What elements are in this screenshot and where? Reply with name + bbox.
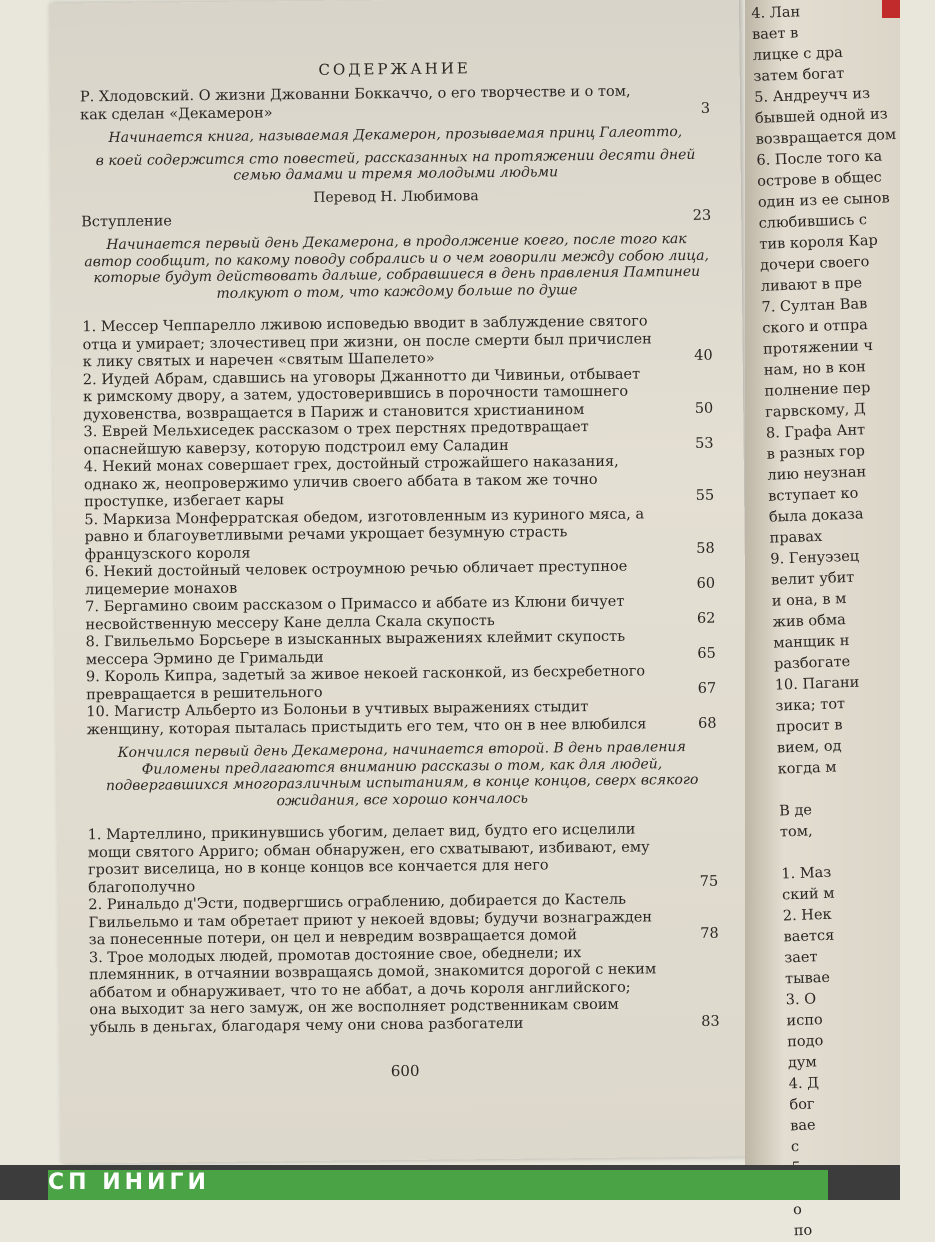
right-page-line: тив короля Кар: [759, 232, 879, 253]
right-page-line: просит в: [775, 717, 843, 736]
toc-entry-text: 5. Маркиза Монферратская обедом, изготовленным из куриного мяса, а равно и благоуветливыми речами укрощает безумную страсть французского короля: [84, 505, 645, 563]
right-page-line: 2. Нек: [782, 906, 832, 925]
right-page-line: вает в: [751, 25, 799, 43]
right-page-line: полнение пер: [764, 380, 871, 400]
day2-intro: Кончился первый день Декамерона, начинается второй. В день правления Филомены предлагаются вниманию рассказы о том, как для людей, подвергавшихся многоразличным испытаниям, в конце концов, сверх всякого ожидания, все хорошо кончалось: [105, 739, 699, 809]
right-page-line: возвращается дом: [755, 127, 897, 148]
right-page-line: по: [793, 1222, 813, 1240]
toc-entry-page: 3: [700, 100, 711, 117]
right-page-line: испо: [786, 1012, 823, 1030]
right-page-line: 7. Султан Вав: [761, 296, 868, 316]
page-number: 600: [390, 1061, 420, 1081]
toc-entry-text: 10. Магистр Альберто из Болоньи в учтивых выражениях стыдит женщину, которая пыталась пристыдить его тем, что он в нее влюбился: [86, 699, 647, 738]
toc-entry-page: 78: [700, 925, 719, 942]
toc-entry-text: Р. Хлодовский. О жизни Джованни Боккаччо, о его творчестве и о том, как сделан «Декамерон»: [79, 83, 631, 123]
toc-entry-text: Вступление: [81, 212, 173, 230]
toc-entry: [83, 365, 714, 424]
toc-entry-page: 75: [699, 873, 719, 890]
right-page-line: ского и отпра: [762, 317, 869, 337]
right-page-line: ливают в пре: [760, 275, 863, 295]
book-edge-marker: [882, 0, 900, 18]
toc-entry-page: 50: [694, 400, 714, 417]
toc-entry: [86, 698, 716, 740]
toc-entry: [80, 83, 710, 125]
book-page-right: [745, 0, 900, 1240]
right-page-line: острове в общес: [756, 169, 883, 190]
translator: Перевод Н. Любимова: [313, 187, 479, 206]
right-page-line: дочери своего: [759, 254, 870, 274]
right-page-line: бог: [789, 1096, 815, 1114]
right-page-line: манщик н: [773, 632, 850, 652]
right-page-line: с: [790, 1139, 800, 1156]
right-page-line: том,: [779, 823, 813, 841]
right-page-line: зика; тот: [775, 696, 846, 715]
right-page-line: правах: [769, 528, 823, 547]
toc-entry-text: 2. Ринальдо д'Эсти, подвергшись ограблению, добирается до Кастель Гвильельмо и там обретает приют у некоей вдовы; будучи вознагражден за понесенные потери, он цел и невредим возвращается домой: [88, 891, 653, 949]
toc-entry: [84, 505, 715, 564]
right-page-line: велит убит: [770, 569, 855, 589]
right-page-line: лицке с дра: [752, 44, 844, 64]
sign-text: СП ИНИГИ: [48, 1170, 210, 1195]
right-page-line: вае: [789, 1117, 816, 1135]
right-page-line: 6. После того ка: [756, 148, 883, 169]
right-page-line: была доказа: [768, 506, 864, 526]
right-page-line: тывае: [784, 969, 831, 988]
toc-entry-page: 60: [696, 575, 716, 592]
page-title: СОДЕРЖАНИЕ: [318, 59, 471, 79]
right-page-line: вием, од: [776, 738, 842, 757]
toc-entry: [84, 453, 715, 512]
book-intro-line1: Начинается книга, называемая Декамерон, прозываемая принц Галеотто,: [108, 124, 683, 147]
day1-intro: Начинается первый день Декамерона, в продолжение коего, после того как автор сообщит, по какому поводу собрались и о чем говорили между собою лица, которые будут действовать дальше, собравшиеся в день правления Пампинеи толкуют о том, что каждому больше по душе: [84, 230, 710, 302]
right-page-line: жив обма: [772, 612, 847, 631]
toc-entry-text: 7. Бергамино своим рассказом о Примассо и аббате из Клюни бичует несвойственную мессеру Кане делла Скала скупость: [85, 593, 625, 633]
right-page-line: 10. Пагани: [774, 674, 860, 694]
right-page-line: когда м: [777, 759, 837, 778]
toc-entry-text: 3. Еврей Мельхиседек рассказом о трех перстнях предотвращает опаснейшую каверзу, которую подстроил ему Саладин: [83, 419, 589, 458]
toc-entry-page: 67: [697, 680, 717, 697]
toc-entry-page: 23: [692, 207, 712, 224]
right-page-line: 1. Маз: [781, 864, 832, 883]
right-page-fragments: [751, 0, 935, 1242]
right-page-line: 4. Д: [788, 1075, 820, 1093]
table-of-contents: [80, 57, 721, 1084]
right-page-line: в разных гор: [766, 443, 866, 463]
toc-entry-page: 58: [696, 540, 715, 557]
right-page-line: и она, в м: [771, 591, 847, 610]
toc-entry-text: 8. Гвильельмо Борсьере в изысканных выражениях клеймит скупость мессера Эрмино де Гримальди: [85, 628, 626, 668]
toc-entry: [89, 943, 720, 1037]
toc-entry-text: 2. Иудей Абрам, сдавшись на уговоры Джаннотто ди Чивиньи, отбывает к римскому двору, а затем, удостоверившись в порочности тамошнего духовенства, возвращается в Париж и становится христианином: [82, 365, 641, 423]
right-page-line: слюбившись с: [758, 212, 868, 232]
right-page-line: 9. Генуэзец: [770, 548, 860, 568]
toc-entry-page: 62: [696, 610, 716, 627]
toc-entry-text: 3. Трое молодых людей, промотав достояние свое, обеднели; их племянник, в отчаянии возвращаясь домой, знакомится дорогой с неким аббатом и обнаруживает, что то не аббат, а дочь короля английского; она выходит за него замуж, он же восполняет родственникам своим убыль в деньгах, благодаря чему они снова разбогатели: [88, 944, 657, 1036]
toc-entry-page: 65: [697, 645, 716, 662]
right-page-line: бывшей одной из: [754, 106, 888, 127]
book-page-left: [49, 0, 751, 1164]
background-sign: [48, 1170, 828, 1200]
toc-entry-text: 6. Некий достойный человек остроумною речью обличает преступное лицемерие монахов: [84, 558, 628, 598]
right-page-line: 5. Андреучч из: [754, 85, 871, 106]
right-page-line: лию неузнан: [767, 464, 867, 484]
toc-entry-page: 55: [695, 487, 715, 504]
toc-entry-text: 4. Некий монах совершает грех, достойный строжайшего наказания, однако ж, неопровержимо уличив своего аббата в таком же точно проступке, избегает кары: [83, 453, 619, 511]
toc-entry-page: 68: [697, 715, 717, 732]
toc-entry-page: 53: [695, 435, 714, 452]
book-intro-line2: в коей содержится сто повестей, рассказанных на протяжении десяти дней семью дамами и тремя молодыми людьми: [95, 146, 696, 184]
right-page-line: нам, но в кон: [763, 359, 867, 379]
right-page-line: зает: [784, 949, 818, 967]
toc-entry-text: 9. Король Кипра, задетый за живое некоей гасконкой, из бесхребетного превращается в решительного: [85, 663, 646, 703]
right-page-line: 8. Графа Ант: [765, 422, 866, 442]
right-page-line: 3. О: [785, 991, 817, 1009]
right-page-line: разбогате: [773, 653, 851, 673]
right-page-line: ский м: [781, 885, 835, 904]
right-page-line: вается: [783, 927, 835, 946]
right-page-line: протяжении ч: [762, 337, 874, 358]
right-page-line: 4. Лан: [751, 4, 801, 22]
toc-entry-text: 1. Мессер Чеппарелло лживою исповедью вводит в заблуждение святого отца и умирает; злочестивец при жизни, он после смерти был причислен к лику святых и наречен «святым Шапелето»: [82, 313, 652, 371]
toc-entry: [81, 207, 711, 231]
toc-entry-text: 1. Мартеллино, прикинувшись убогим, делает вид, будто его исцелили мощи святого Арриго; обман обнаружен, его схватывают, избивают, ему грозит виселица, но в конце концов все кончается для него благополучно: [87, 821, 650, 896]
right-page-line: вступает ко: [767, 485, 859, 505]
toc-entry-page: 83: [701, 1013, 720, 1030]
toc-entry-page: 40: [694, 347, 713, 364]
right-page-line: затем богат: [753, 65, 845, 85]
right-page-line: гарвскому, Д: [764, 401, 866, 421]
right-page-line: дум: [787, 1054, 818, 1072]
right-page-line: один из ее сынов: [757, 190, 890, 211]
toc-entry: [88, 821, 719, 898]
toc-entry: [82, 313, 713, 372]
toc-entry: [88, 891, 719, 950]
right-page-line: подо: [786, 1033, 824, 1051]
right-page-line: В де: [778, 802, 813, 820]
right-page-line: о: [792, 1201, 803, 1219]
